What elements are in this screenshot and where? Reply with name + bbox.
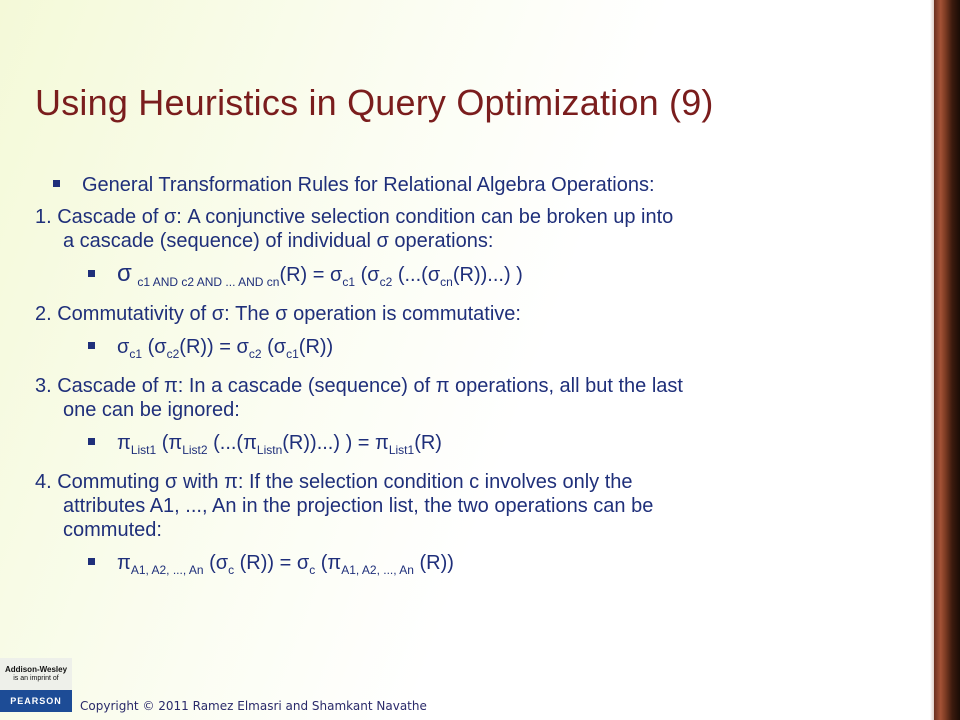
bullet-square-icon: [88, 342, 95, 349]
slide-title: Using Heuristics in Query Optimization (9): [35, 82, 714, 123]
copyright-notice: Copyright © 2011 Ramez Elmasri and Shamkant Navathe: [80, 699, 427, 713]
imprint-text: is an imprint of: [13, 675, 59, 682]
formula-1: σ $_{c1 AND c2 AND ... AND cn}(R) = \sigma_{c1}$ ($\sigma_{c2}$ $(...(\sigma_{cn}(R))...)$ ): [35, 261, 905, 295]
intro-bullet: [35, 172, 905, 198]
rule-1: [35, 205, 905, 253]
intro-text: General Transformation Rules for Relational Algebra Operations:: [82, 174, 655, 196]
right-decorative-bar: [934, 0, 960, 720]
publisher-name: Addison-Wesley: [4, 665, 68, 674]
rule-4-line-2: attributes A1, ..., An in the projection list, the two operations can be: [63, 495, 654, 517]
rule-2: [35, 302, 905, 326]
rule-2-line-1: 2. Commutativity of σ: The σ operation is commutative:: [35, 303, 521, 325]
rule-3-line-1: 3. Cascade of π: In a cascade (sequence) of π operations, all but the last: [35, 375, 683, 397]
addison-wesley-logo: [0, 658, 72, 690]
rule-1-line-1: 1. Cascade of σ: A conjunctive selection condition can be broken up into: [35, 206, 674, 228]
formula-2: $\sigma_{c1}$ $(\sigma_{c2}(R)) = \sigma_{c2}$ $(\sigma_{c1}(R))$: [35, 334, 905, 367]
rule-4-line-1: 4. Commuting σ with π: If the selection condition c involves only the: [35, 471, 633, 493]
publisher-logo: [0, 658, 72, 718]
bullet-square-icon: [88, 438, 95, 445]
rule-4-line-3: commuted:: [63, 519, 162, 541]
formula-3: $\pi_{List1}$ ($\pi_{List2}$ $(...(\pi_{Listn}(R))...)$ ) = $\pi_{List1}(R)$: [35, 430, 905, 463]
bullet-square-icon: [88, 270, 95, 277]
bullet-square-icon: [53, 180, 60, 187]
bullet-square-icon: [88, 558, 95, 565]
rule-1-line-2: a cascade (sequence) of individual σ operations:: [63, 230, 494, 252]
slide-body: [35, 172, 905, 583]
rule-3-line-2: one can be ignored:: [63, 399, 240, 421]
pearson-logo: PEARSON: [0, 690, 72, 712]
rule-4: [35, 470, 905, 542]
formula-4: $\pi_{A1, A2, ..., An}$ ($\sigma_c$ $(R)) = \sigma_c$ ($\pi_{A1, A2, ..., An}$ (R)): [35, 550, 905, 583]
rule-3: [35, 374, 905, 422]
